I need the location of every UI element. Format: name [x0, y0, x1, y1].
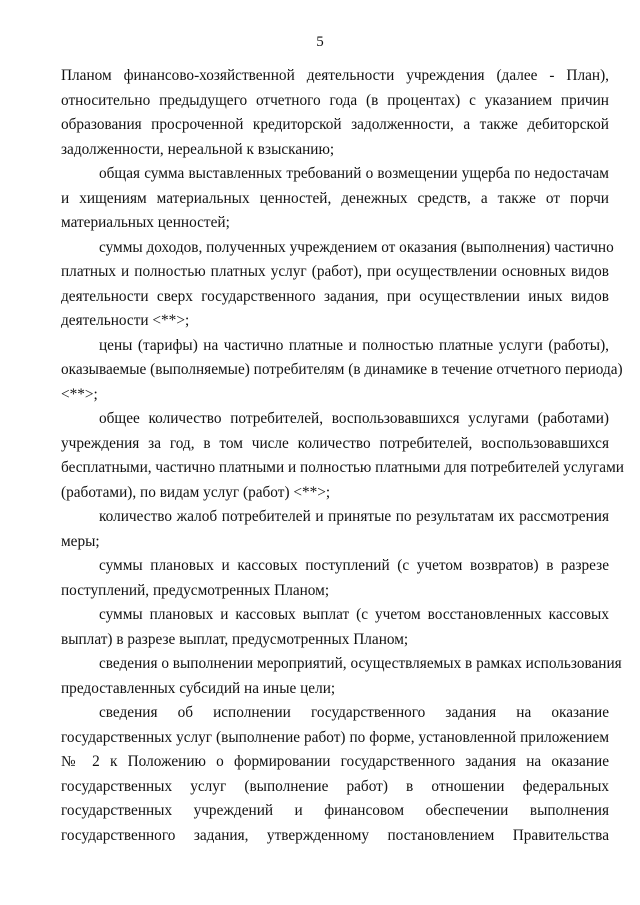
paragraph-line: деятельности сверх государственного задания, при осуществлении иных видов — [61, 287, 609, 305]
paragraph — [61, 334, 623, 408]
paragraph — [61, 554, 609, 603]
paragraph — [61, 407, 624, 505]
paragraph-line: и хищениям материальных ценностей, денежных средств, а также от порчи — [61, 189, 609, 207]
paragraph — [61, 64, 609, 162]
paragraph-line: деятельности <**>; — [61, 312, 190, 329]
paragraph-line: суммы плановых и кассовых выплат (с учетом восстановленных кассовых — [99, 606, 609, 623]
paragraph-line: сведения о выполнении мероприятий, осуществляемых в рамках использования — [99, 655, 622, 672]
paragraph — [61, 505, 609, 554]
paragraph-line: общее количество потребителей, воспользовавшихся услугами (работами) — [99, 410, 609, 427]
paragraph-line: образования просроченной кредиторской задолженности, а также дебиторской — [61, 116, 609, 133]
paragraph-line: суммы плановых и кассовых поступлений (с учетом возвратов) в разрезе — [99, 557, 609, 574]
paragraph-line: поступлений, предусмотренных Планом; — [61, 581, 330, 599]
paragraph-line: цены (тарифы) на частично платные и полностью платные услуги (работы), — [99, 336, 609, 354]
paragraph — [61, 701, 609, 848]
paragraph-line: задолженности, нереальной к взысканию; — [61, 140, 335, 158]
paragraph-line: государственных учреждений и финансовом обеспечении выполнения — [61, 802, 609, 819]
page-number: 5 — [316, 34, 324, 50]
paragraph-line: Планом финансово-хозяйственной деятельности учреждения (далее - План), — [61, 67, 609, 84]
paragraph-line: материальных ценностей; — [61, 214, 230, 231]
paragraph-line: бесплатными, частично платными и полностью платными для потребителей услугами — [61, 459, 624, 476]
paragraph-line: оказываемые (выполняемые) потребителям (в динамике в течение отчетного периода) — [61, 361, 623, 378]
paragraph-line: суммы доходов, полученных учреждением от оказания (выполнения) частично — [99, 238, 614, 256]
paragraph-line: меры; — [61, 532, 100, 550]
document-body — [61, 64, 624, 848]
paragraph — [61, 162, 609, 236]
paragraph-line: количество жалоб потребителей и принятые по результатам их рассмотрения — [99, 508, 609, 525]
paragraph-line: учреждения за год, в том числе количество потребителей, воспользовавшихся — [61, 434, 609, 452]
paragraph-line: государственных услуг (выполнение работ) в отношении федеральных — [61, 777, 609, 795]
paragraph-line: государственных услуг (выполнение работ) по форме, установленной приложением — [61, 728, 609, 746]
paragraph-line: № 2 к Положению о формировании государственного задания на оказание — [61, 753, 609, 770]
paragraph-line: (работами), по видам услуг (работ) <**>; — [61, 483, 331, 501]
paragraph-line: государственного задания, утвержденному постановлением Правительства — [61, 826, 609, 844]
paragraph-line: общая сумма выставленных требований о возмещении ущерба по недостачам — [99, 165, 609, 182]
paragraph-line: выплат) в разрезе выплат, предусмотренных Планом; — [61, 630, 409, 648]
paragraph — [61, 236, 614, 334]
paragraph — [61, 652, 622, 701]
paragraph-line: относительно предыдущего отчетного года (в процентах) с указанием причин — [61, 91, 609, 109]
paragraph-line: сведения об исполнении государственного задания на оказание — [99, 704, 609, 721]
paragraph-line: <**>; — [61, 385, 98, 403]
paragraph-line: предоставленных субсидий на иные цели; — [61, 679, 336, 697]
paragraph-line: платных и полностью платных услуг (работ), при осуществлении основных видов — [61, 263, 609, 280]
paragraph — [61, 603, 609, 652]
